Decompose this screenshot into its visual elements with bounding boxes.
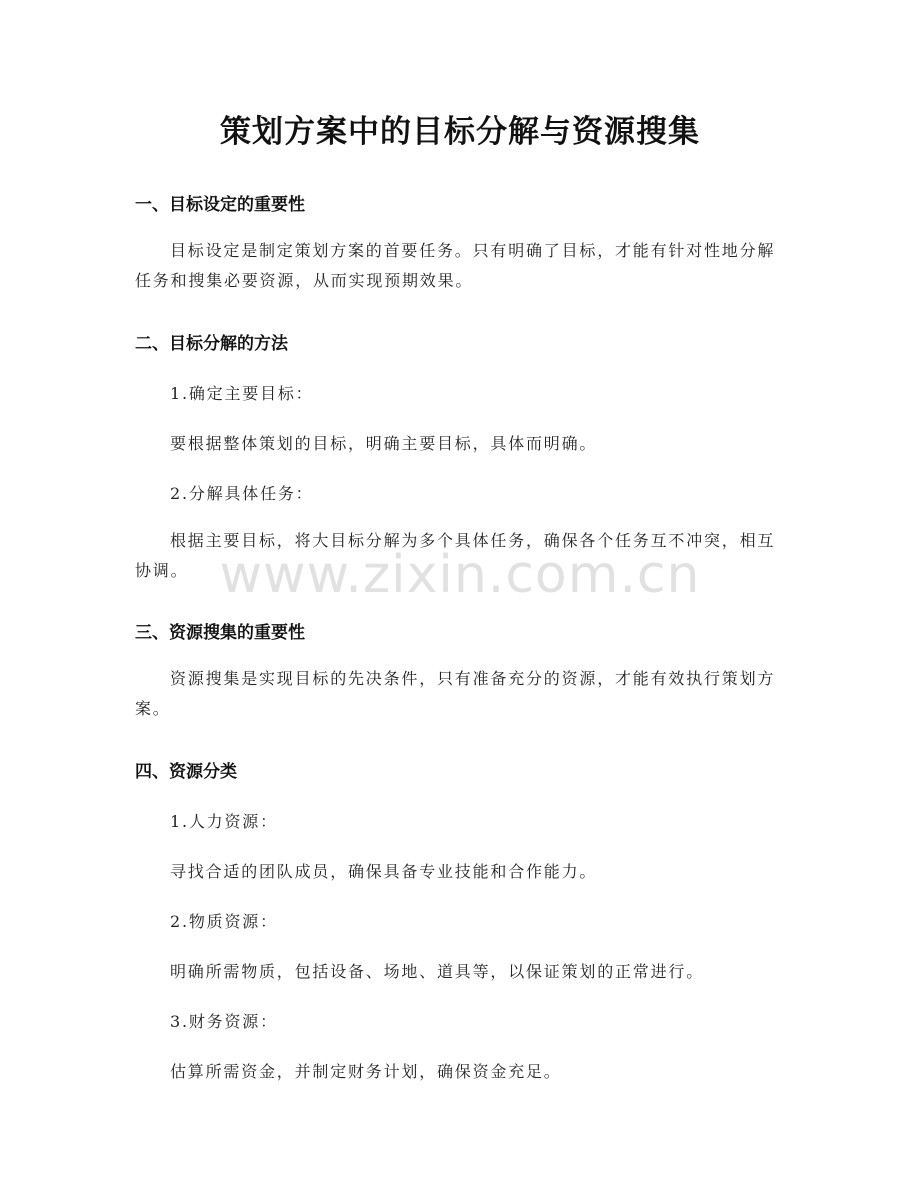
item-text: 要根据整体策划的目标，明确主要目标，具体而明确。 xyxy=(170,434,598,453)
section-3-paragraph: 资源搜集是实现目标的先决条件，只有准备充分的资源，才能有效执行策划方案。 xyxy=(135,669,776,718)
item-text: 根据主要目标，将大目标分解为多个具体任务，确保各个任务互不冲突，相互协调。 xyxy=(135,531,776,580)
item-text: 估算所需资金，并制定财务计划，确保资金充足。 xyxy=(170,1062,562,1081)
watermark-text: www.zixin.com.cn xyxy=(219,545,701,605)
item-label: 2.分解具体任务： xyxy=(170,484,314,503)
section-heading-3: 三、资源搜集的重要性 xyxy=(135,623,305,643)
item-label: 2.物质资源： xyxy=(170,912,278,931)
item-label: 3.财务资源： xyxy=(170,1012,278,1031)
item-label: 1.确定主要目标： xyxy=(170,384,314,403)
section-heading-4: 四、资源分类 xyxy=(135,762,237,782)
section-1-paragraph: 目标设定是制定策划方案的首要任务。只有明确了目标，才能有针对性地分解任务和搜集必要资源，从而实现预期效果。 xyxy=(135,241,776,290)
item-text: 寻找合适的团队成员，确保具备专业技能和合作能力。 xyxy=(170,862,598,881)
item-text: 明确所需物质，包括设备、场地、道具等，以保证策划的正常进行。 xyxy=(170,962,705,981)
document-title: 策划方案中的目标分解与资源搜集 xyxy=(220,114,700,150)
section-heading-2: 二、目标分解的方法 xyxy=(135,334,288,354)
section-heading-1: 一、目标设定的重要性 xyxy=(135,195,305,215)
item-label: 1.人力资源： xyxy=(170,812,278,831)
